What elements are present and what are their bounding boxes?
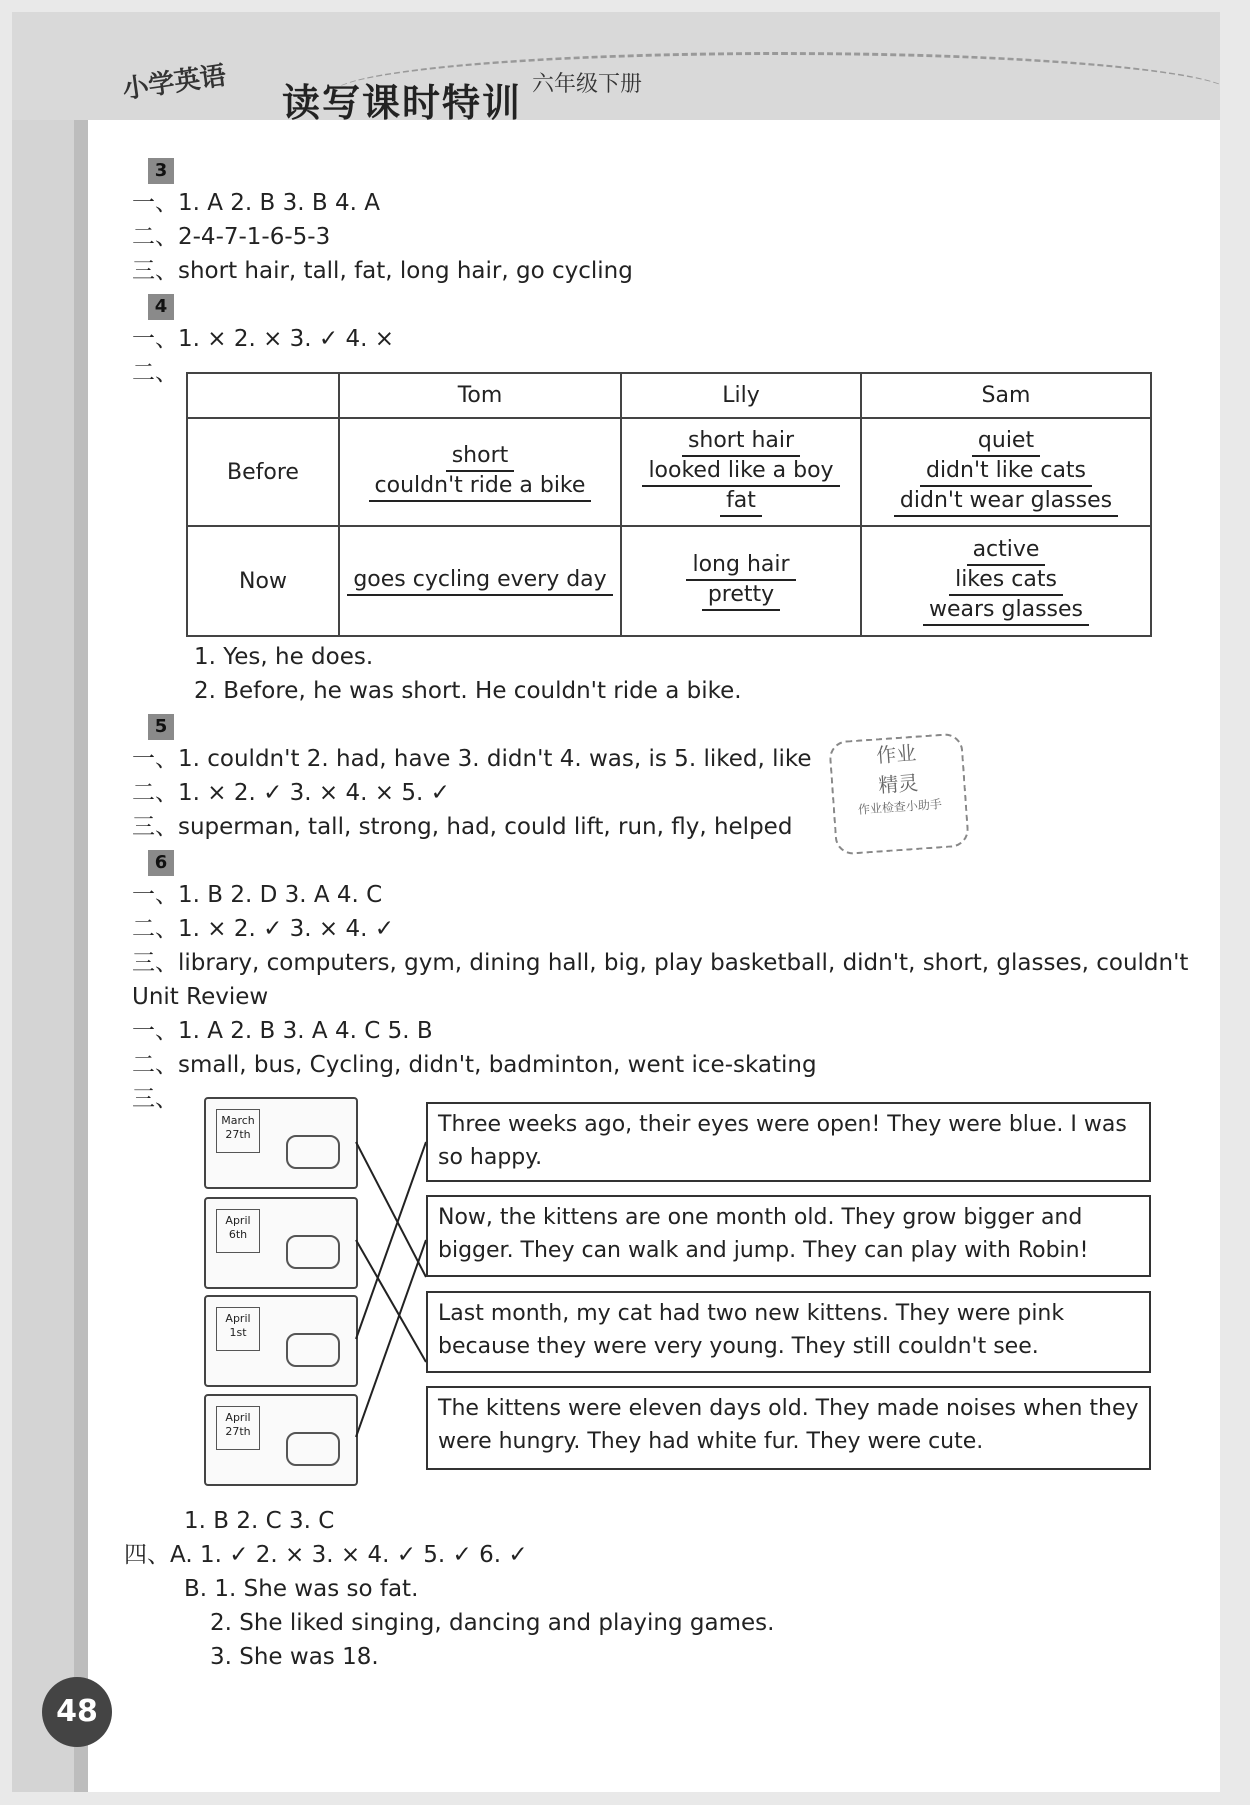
cal-month: April	[225, 1312, 251, 1325]
header-lily: Lily	[621, 373, 861, 418]
book-title: 读写课时特训	[282, 81, 523, 125]
match-line	[356, 1240, 426, 1437]
s4-line-1: 一、1. × 2. × 3. ✓ 4. ×	[132, 326, 395, 352]
s5-line-3: 三、superman, tall, strong, had, could lift, run, fly, helped	[132, 814, 793, 840]
cell-text: wears glasses	[923, 596, 1089, 626]
s6-line-1: 一、1. B 2. D 3. A 4. C	[132, 882, 383, 908]
review-matching-answers: 1. B 2. C 3. C	[184, 1508, 335, 1534]
cell-text: short	[446, 442, 515, 472]
s4-line-2-label: 二、	[132, 360, 178, 386]
cell-text: pretty	[702, 581, 780, 611]
cell-text: long hair	[686, 551, 795, 581]
cal-day: 27th	[225, 1425, 251, 1438]
match-box-4: The kittens were eleven days old. They made noises when they were hungry. They had white fur. They were cute.	[426, 1386, 1151, 1470]
s4-q1: 1. Yes, he does.	[194, 644, 374, 670]
series-logo: 小学英语	[120, 60, 228, 106]
stamp-line-1: 作业	[875, 740, 917, 768]
review-line-1: 一、1. A 2. B 3. A 4. C 5. B	[132, 1018, 433, 1044]
cell-text: fat	[720, 487, 762, 517]
cell-text: likes cats	[949, 566, 1063, 596]
cal-day: 1st	[229, 1326, 247, 1339]
s4-q2: 2. Before, he was short. He couldn't ride a bike.	[194, 678, 742, 704]
stamp-line-2: 精灵	[877, 770, 920, 798]
section-badge-6: 6	[148, 850, 174, 876]
s3-line-2: 二、2-4-7-1-6-5-3	[132, 224, 331, 250]
header-sam: Sam	[861, 373, 1151, 418]
cell-text: didn't wear glasses	[894, 487, 1118, 517]
cell-text: didn't like cats	[920, 457, 1092, 487]
s6-line-3: 三、library, computers, gym, dining hall, big, play basketball, didn't, short, glasses, couldn't	[132, 950, 1189, 976]
cal-day: 27th	[225, 1128, 251, 1141]
cell-text: quiet	[972, 427, 1040, 457]
review-line-4: 四、A. 1. ✓ 2. × 3. × 4. ✓ 5. ✓ 6. ✓	[124, 1542, 528, 1568]
review-b2: 2. She liked singing, dancing and playing games.	[210, 1610, 775, 1636]
cal-month: April	[225, 1411, 251, 1424]
row-now-label: Now	[187, 526, 339, 636]
answer-content-3	[124, 1504, 1182, 1674]
s5-line-1: 一、1. couldn't 2. had, have 3. didn't 4. was, is 5. liked, like	[132, 746, 812, 772]
stamp-line-3: 作业检查小助手	[857, 797, 943, 817]
s3-line-1: 一、1. A 2. B 3. B 4. A	[132, 190, 380, 216]
match-box-3: Last month, my cat had two new kittens. They were pink because they were very young. They still couldn't see.	[426, 1291, 1151, 1373]
review-line-2: 二、small, bus, Cycling, didn't, badminton, went ice-skating	[132, 1052, 817, 1078]
grade-label: 六年级下册	[532, 72, 643, 97]
cal-month: March	[221, 1114, 255, 1127]
match-box-2: Now, the kittens are one month old. They grow bigger and bigger. They can walk and jump. They can play with Robin!	[426, 1195, 1151, 1277]
match-box-1: Three weeks ago, their eyes were open! They were blue. I was so happy.	[426, 1102, 1151, 1182]
review-line-3-label: 三、	[132, 1086, 178, 1112]
row-before-label: Before	[187, 418, 339, 526]
cell-text: looked like a boy	[642, 457, 839, 487]
cell-text: short hair	[682, 427, 800, 457]
page-number: 48	[42, 1677, 112, 1747]
s5-line-2: 二、1. × 2. ✓ 3. × 4. × 5. ✓	[132, 780, 450, 806]
cal-day: 6th	[228, 1228, 248, 1241]
section-badge-3: 3	[148, 158, 174, 184]
cell-text: goes cycling every day	[347, 566, 612, 596]
section-badge-4: 4	[148, 294, 174, 320]
cell-text: couldn't ride a bike	[369, 472, 592, 502]
page	[12, 12, 1220, 1792]
section-badge-5: 5	[148, 714, 174, 740]
s3-line-3: 三、short hair, tall, fat, long hair, go cycling	[132, 258, 633, 284]
review-b3: 3. She was 18.	[210, 1644, 379, 1670]
cell-text: active	[967, 536, 1046, 566]
cal-month: April	[225, 1214, 251, 1227]
match-line	[356, 1142, 426, 1339]
review-b1: B. 1. She was so fat.	[184, 1576, 419, 1602]
s6-line-2: 二、1. × 2. ✓ 3. × 4. ✓	[132, 916, 395, 942]
header-tom: Tom	[339, 373, 621, 418]
review-title: Unit Review	[132, 984, 269, 1010]
